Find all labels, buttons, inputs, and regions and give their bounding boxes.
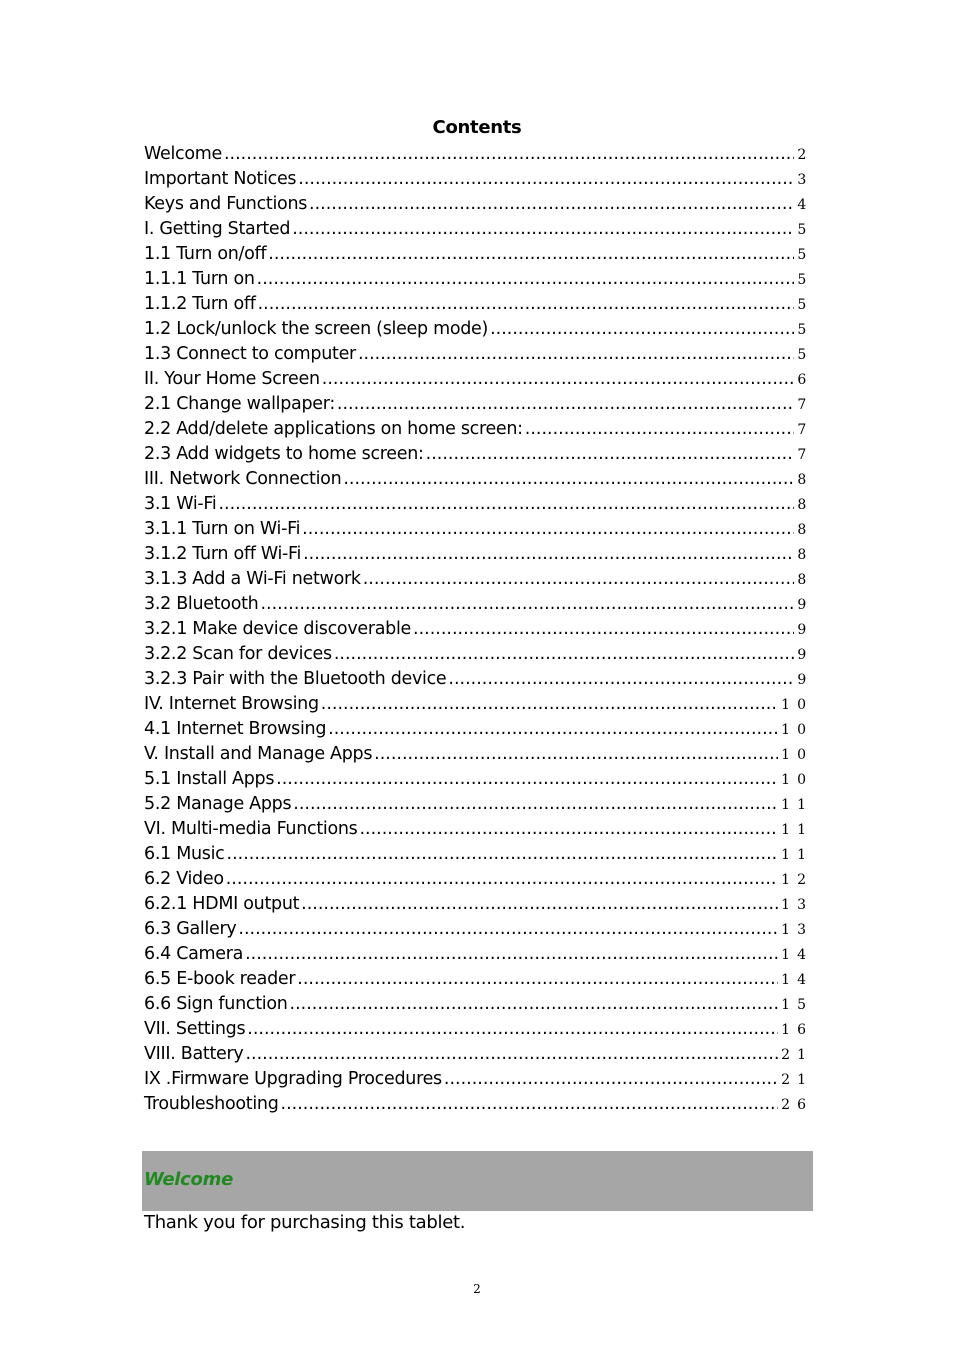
toc-entry-label: 6.6 Sign function <box>144 994 288 1014</box>
toc-leader-dots <box>297 967 778 992</box>
toc-entry-page-number: 8 <box>797 547 806 563</box>
toc-entry-label: Important Notices <box>144 169 297 189</box>
toc-leader-dots <box>260 592 794 617</box>
toc-leader-dots <box>334 642 795 667</box>
toc-entry-label: I. Getting Started <box>144 219 291 239</box>
toc-entry-label: 4.1 Internet Browsing <box>144 719 327 739</box>
toc-entry[interactable] <box>144 492 806 517</box>
body-paragraph: Thank you for purchasing this tablet. <box>144 1212 466 1233</box>
toc-leader-dots <box>321 692 778 717</box>
toc-entry-page-number: 5 <box>797 322 806 338</box>
toc-entry[interactable] <box>144 542 806 567</box>
toc-entry-page-number: 15 <box>781 997 813 1013</box>
toc-entry-label: 2.1 Change wallpaper: <box>144 394 335 414</box>
toc-entry-page-number: 10 <box>781 697 813 713</box>
toc-leader-dots <box>268 242 794 267</box>
toc-leader-dots <box>426 442 795 467</box>
toc-leader-dots <box>245 1042 778 1067</box>
toc-entry[interactable] <box>144 1092 813 1117</box>
toc-entry-label: Keys and Functions <box>144 194 308 214</box>
toc-leader-dots <box>245 942 778 967</box>
toc-entry[interactable] <box>144 367 806 392</box>
toc-entry-label: 3.2 Bluetooth <box>144 594 259 614</box>
toc-entry-label: VI. Multi-media Functions <box>144 819 358 839</box>
toc-leader-dots <box>525 417 795 442</box>
toc-entry[interactable] <box>144 692 813 717</box>
toc-entry[interactable] <box>144 592 806 617</box>
toc-leader-dots <box>490 317 794 342</box>
toc-title: Contents <box>432 117 522 138</box>
toc-entry[interactable] <box>144 142 806 167</box>
toc-entry-label: 6.2.1 HDMI output <box>144 894 300 914</box>
toc-entry-page-number: 9 <box>797 672 806 688</box>
toc-entry-page-number: 9 <box>797 622 806 638</box>
toc-entry[interactable] <box>144 842 813 867</box>
section-heading: Welcome <box>144 1169 233 1190</box>
toc-entry[interactable] <box>144 242 806 267</box>
toc-entry-page-number: 5 <box>797 247 806 263</box>
toc-entry-label: 6.4 Camera <box>144 944 244 964</box>
toc-leader-dots <box>276 767 778 792</box>
toc-leader-dots <box>359 817 778 842</box>
toc-entry[interactable] <box>144 742 813 767</box>
toc-entry-page-number: 10 <box>781 722 813 738</box>
toc-entry-page-number: 13 <box>781 922 813 938</box>
toc-entry-label: 2.3 Add widgets to home screen: <box>144 444 424 464</box>
toc-entry-page-number: 21 <box>781 1072 813 1088</box>
toc-entry[interactable] <box>144 817 813 842</box>
toc-leader-dots <box>281 1092 779 1117</box>
toc-entry[interactable] <box>144 1017 813 1042</box>
toc-entry[interactable] <box>144 342 806 367</box>
toc-entry-page-number: 8 <box>797 572 806 588</box>
toc-entry[interactable] <box>144 442 806 467</box>
toc-entry-label: 1.1.2 Turn off <box>144 294 256 314</box>
toc-entry-page-number: 16 <box>781 1022 813 1038</box>
toc-entry-page-number: 8 <box>797 497 806 513</box>
toc-entry-label: 6.3 Gallery <box>144 919 237 939</box>
toc-entry[interactable] <box>144 167 806 192</box>
toc-entry-label: 3.1.1 Turn on Wi-Fi <box>144 519 301 539</box>
toc-entry-label: II. Your Home Screen <box>144 369 320 389</box>
toc-entry[interactable] <box>144 792 813 817</box>
toc-entry[interactable] <box>144 417 806 442</box>
page-number: 2 <box>473 1282 481 1296</box>
toc-entry[interactable] <box>144 192 806 217</box>
toc-entry[interactable] <box>144 892 813 917</box>
toc-entry-page-number: 14 <box>781 947 813 963</box>
toc-leader-dots <box>290 992 779 1017</box>
toc-entry-label: VII. Settings <box>144 1019 246 1039</box>
toc-entry-page-number: 26 <box>781 1097 813 1113</box>
toc-entry-label: IX .Firmware Upgrading Procedures <box>144 1069 442 1089</box>
toc-leader-dots <box>258 292 795 317</box>
toc-leader-dots <box>226 867 778 892</box>
toc-entry-page-number: 9 <box>797 647 806 663</box>
toc-entry[interactable] <box>144 967 813 992</box>
toc-leader-dots <box>303 542 794 567</box>
toc-leader-dots <box>358 342 794 367</box>
toc-leader-dots <box>238 917 778 942</box>
toc-entry-label: 3.1 Wi-Fi <box>144 494 217 514</box>
toc-entry-page-number: 4 <box>797 197 806 213</box>
toc-leader-dots <box>227 842 779 867</box>
toc-entry-page-number: 3 <box>797 172 806 188</box>
toc-entry-page-number: 7 <box>797 422 806 438</box>
toc-entry[interactable] <box>144 317 806 342</box>
toc-entry-label: 3.2.1 Make device discoverable <box>144 619 411 639</box>
toc-entry-label: VIII. Battery <box>144 1044 244 1064</box>
toc-entry-label: IV. Internet Browsing <box>144 694 319 714</box>
toc-leader-dots <box>413 617 794 642</box>
toc-leader-dots <box>309 192 794 217</box>
toc-entry-page-number: 5 <box>797 272 806 288</box>
section-banner <box>142 1151 813 1211</box>
toc-entry-label: 5.1 Install Apps <box>144 769 275 789</box>
toc-entry[interactable] <box>144 917 813 942</box>
toc-leader-dots <box>374 742 778 767</box>
toc-leader-dots <box>257 267 795 292</box>
toc-leader-dots <box>224 142 794 167</box>
toc-entry-label: 1.3 Connect to computer <box>144 344 356 364</box>
toc-entry-label: III. Network Connection <box>144 469 342 489</box>
toc-entry[interactable] <box>144 867 813 892</box>
toc-entry[interactable] <box>144 1067 813 1092</box>
toc-leader-dots <box>302 517 794 542</box>
toc-entry-page-number: 5 <box>797 347 806 363</box>
toc-entry[interactable] <box>144 942 813 967</box>
toc-entry-page-number: 5 <box>797 297 806 313</box>
toc-entry[interactable] <box>144 992 813 1017</box>
toc-leader-dots <box>328 717 778 742</box>
toc-entry-page-number: 14 <box>781 972 813 988</box>
toc-entry-page-number: 2 <box>797 147 806 163</box>
toc-entry[interactable] <box>144 267 806 292</box>
toc-entry-page-number: 5 <box>797 222 806 238</box>
toc-entry-page-number: 11 <box>781 847 813 863</box>
toc-entry[interactable] <box>144 642 806 667</box>
toc-entry-label: Welcome <box>144 144 222 164</box>
toc-entry[interactable] <box>144 667 806 692</box>
table-of-contents <box>144 142 813 1117</box>
toc-leader-dots <box>363 567 795 592</box>
toc-leader-dots <box>448 667 794 692</box>
toc-entry-label: 6.2 Video <box>144 869 224 889</box>
toc-entry-label: 1.1.1 Turn on <box>144 269 255 289</box>
toc-entry[interactable] <box>144 517 806 542</box>
toc-entry[interactable] <box>144 717 813 742</box>
toc-entry[interactable] <box>144 392 806 417</box>
toc-entry[interactable] <box>144 567 806 592</box>
toc-entry[interactable] <box>144 767 813 792</box>
toc-entry-label: 2.2 Add/delete applications on home screen: <box>144 419 523 439</box>
toc-entry-page-number: 6 <box>797 372 806 388</box>
toc-entry-page-number: 8 <box>797 472 806 488</box>
toc-entry-page-number: 7 <box>797 397 806 413</box>
toc-entry[interactable] <box>144 617 806 642</box>
toc-entry-page-number: 7 <box>797 447 806 463</box>
toc-entry-page-number: 11 <box>781 822 813 838</box>
toc-entry-page-number: 11 <box>781 797 813 813</box>
toc-leader-dots <box>292 217 794 242</box>
toc-entry-label: 1.2 Lock/unlock the screen (sleep mode) <box>144 319 489 339</box>
toc-entry-page-number: 8 <box>797 522 806 538</box>
toc-leader-dots <box>322 367 795 392</box>
toc-leader-dots <box>247 1017 778 1042</box>
toc-entry-page-number: 21 <box>781 1047 813 1063</box>
toc-leader-dots <box>218 492 794 517</box>
toc-entry-label: 3.2.2 Scan for devices <box>144 644 332 664</box>
toc-entry-label: 6.5 E-book reader <box>144 969 296 989</box>
toc-entry-label: 6.1 Music <box>144 844 225 864</box>
toc-entry-page-number: 10 <box>781 772 813 788</box>
toc-entry-page-number: 9 <box>797 597 806 613</box>
toc-entry[interactable] <box>144 1042 813 1067</box>
toc-leader-dots <box>337 392 794 417</box>
toc-entry-label: 5.2 Manage Apps <box>144 794 292 814</box>
toc-entry-label: Troubleshooting <box>144 1094 279 1114</box>
toc-entry-page-number: 12 <box>781 872 813 888</box>
toc-entry-label: 3.2.3 Pair with the Bluetooth device <box>144 669 447 689</box>
toc-leader-dots <box>343 467 794 492</box>
toc-leader-dots <box>301 892 778 917</box>
toc-entry-page-number: 10 <box>781 747 813 763</box>
toc-entry[interactable] <box>144 217 806 242</box>
toc-leader-dots <box>444 1067 778 1092</box>
toc-entry-page-number: 13 <box>781 897 813 913</box>
toc-leader-dots <box>293 792 778 817</box>
toc-entry-label: 1.1 Turn on/off <box>144 244 267 264</box>
toc-entry-label: 3.1.3 Add a Wi-Fi network <box>144 569 361 589</box>
toc-entry[interactable] <box>144 467 806 492</box>
toc-entry-label: 3.1.2 Turn off Wi-Fi <box>144 544 302 564</box>
toc-entry[interactable] <box>144 292 806 317</box>
toc-leader-dots <box>298 167 794 192</box>
toc-entry-label: V. Install and Manage Apps <box>144 744 373 764</box>
